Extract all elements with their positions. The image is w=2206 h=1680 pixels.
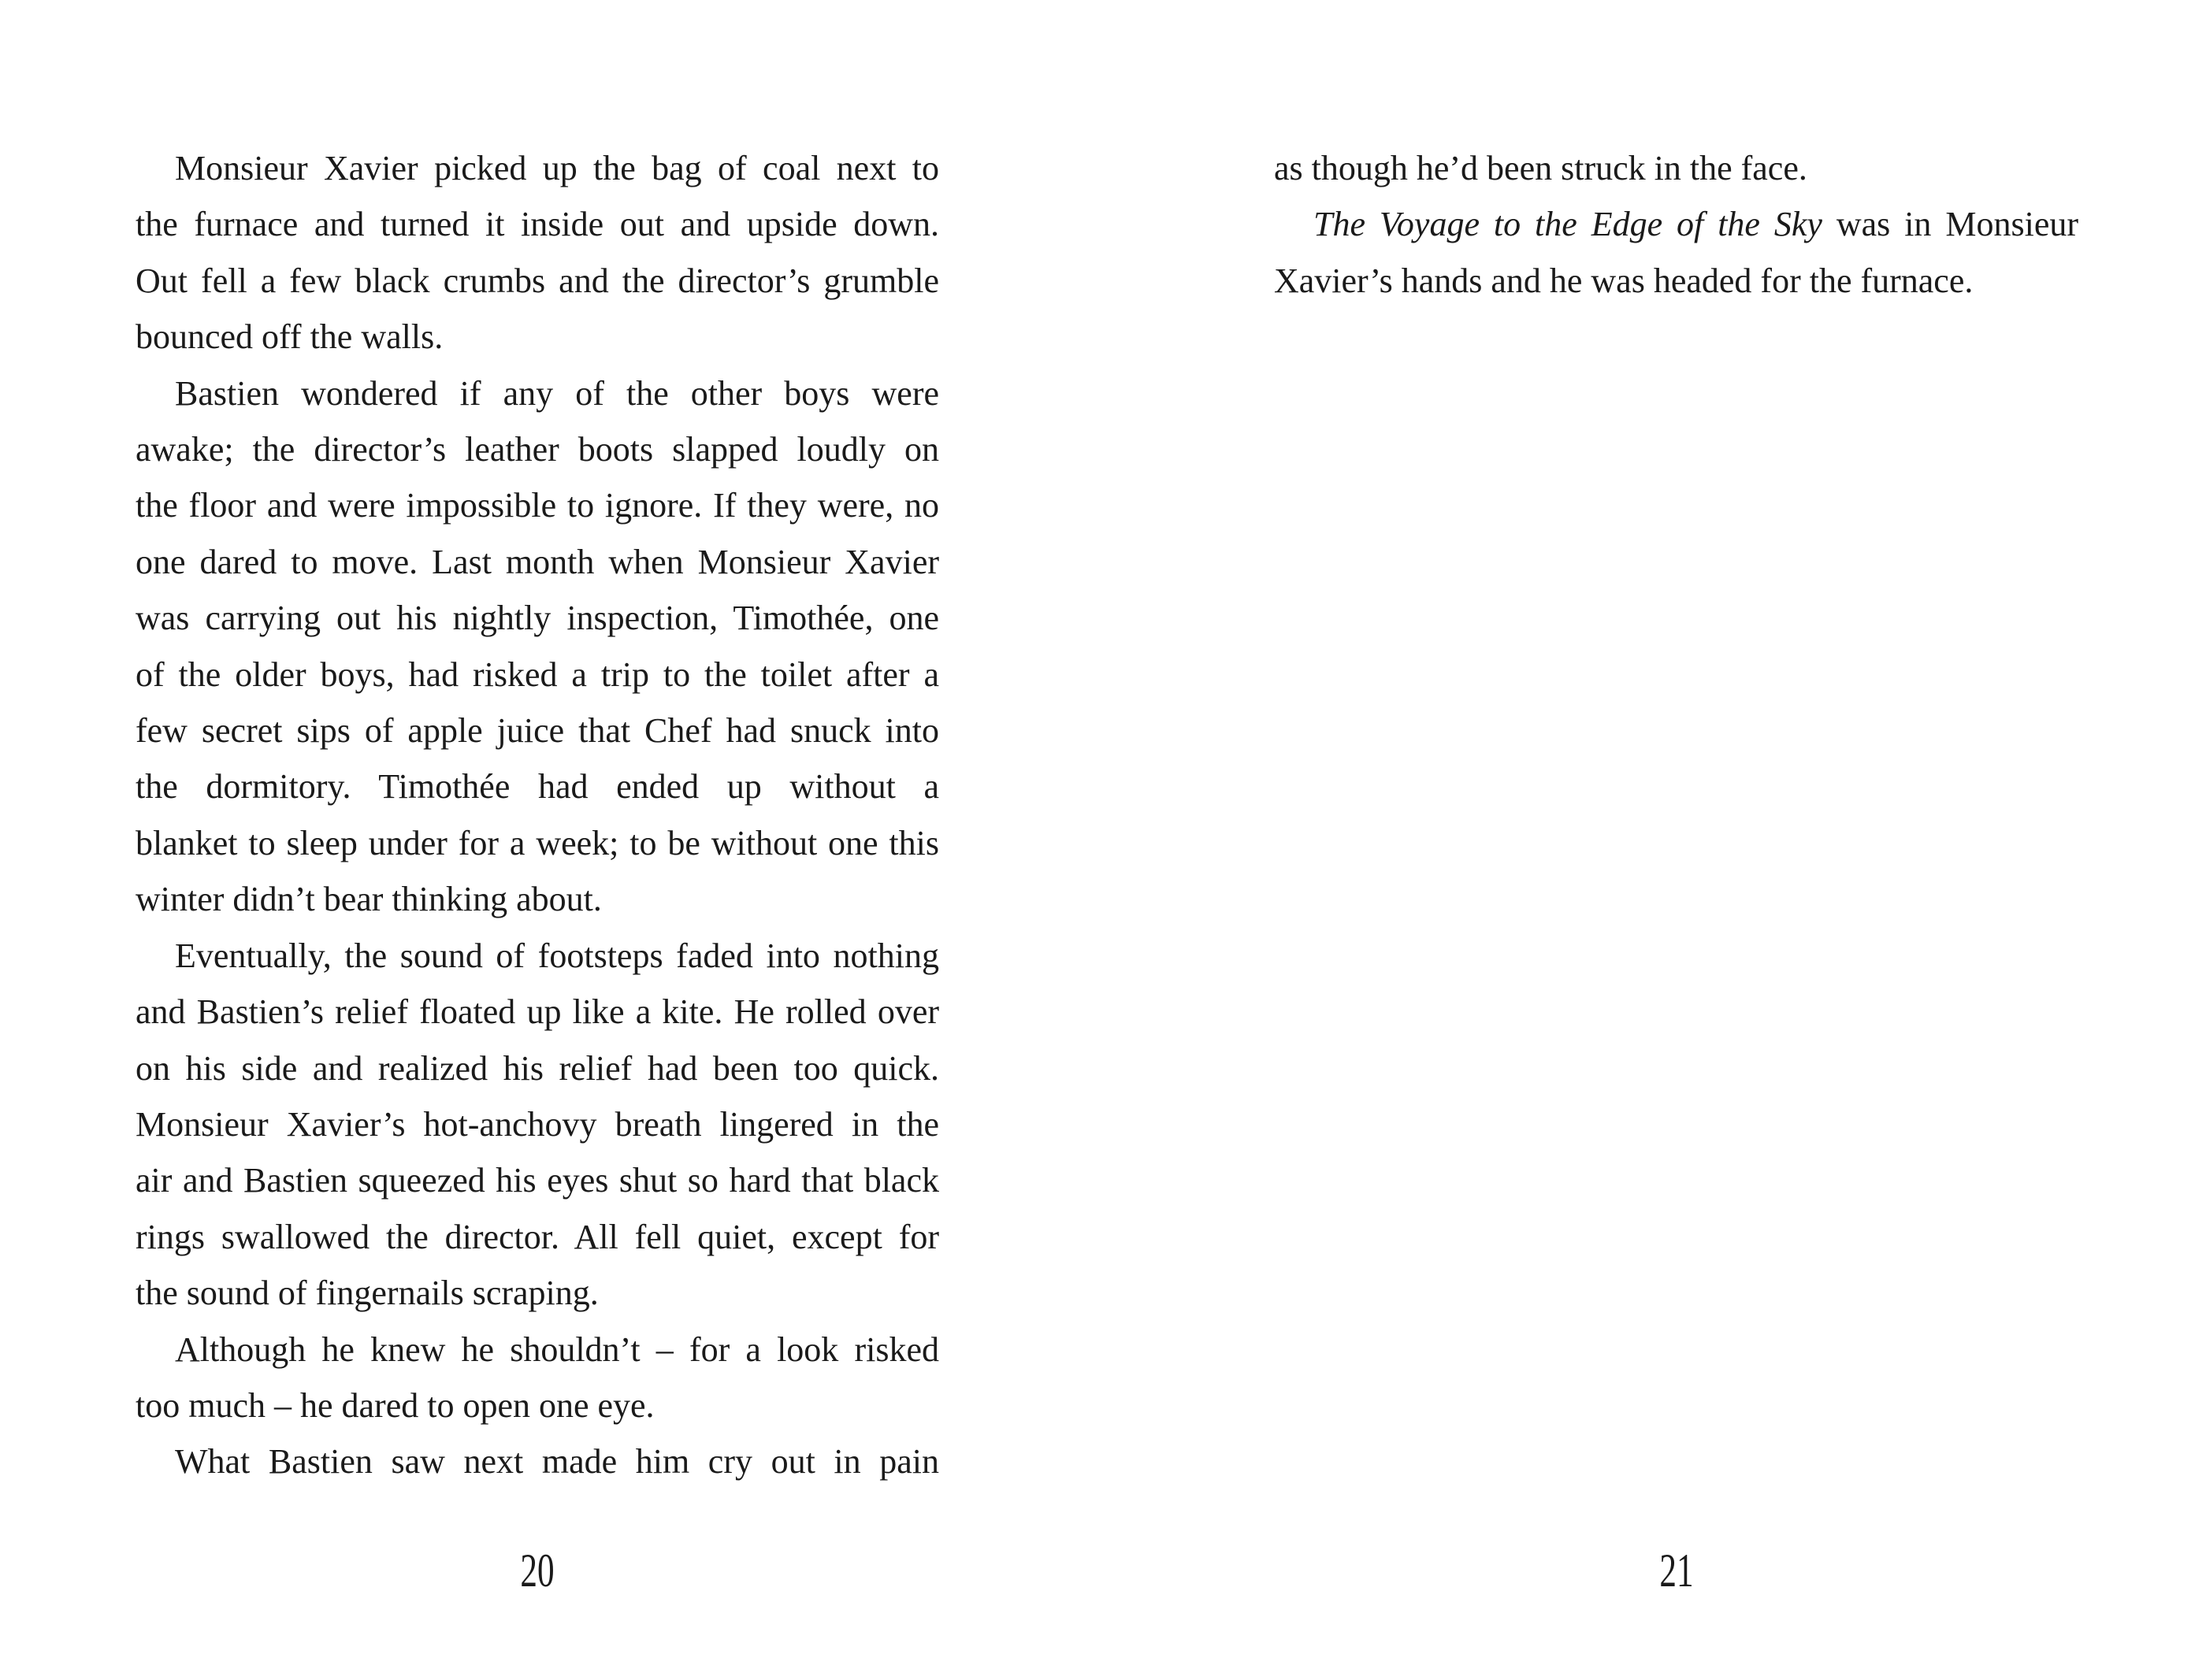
text-line: Monsieur Xavier picked up the bag of coal next to bbox=[175, 149, 939, 187]
text-line: the furnace and turned it inside out and upside down. bbox=[136, 205, 939, 244]
text-line: as though he’d been struck in the face. bbox=[1274, 149, 1807, 187]
paragraph-2 bbox=[136, 365, 939, 928]
text-line: on his side and realized his relief had been too quick. bbox=[136, 1048, 939, 1088]
text-line: Monsieur Xavier’s hot-anchovy breath lingered in the bbox=[136, 1104, 939, 1144]
paragraph-4 bbox=[136, 1322, 939, 1434]
text-line: Eventually, the sound of footsteps faded into nothing bbox=[175, 936, 939, 975]
text-line: of the older boys, had risked a trip to the toilet after a bbox=[136, 655, 939, 694]
paragraph-3 bbox=[136, 928, 939, 1322]
text-line: bounced off the walls. bbox=[136, 317, 444, 357]
text-line: blanket to sleep under for a week; to be without one this bbox=[136, 823, 939, 862]
paragraph-5 bbox=[136, 1433, 939, 1489]
page-right-text-block bbox=[1274, 140, 2078, 309]
text-line: What Bastien saw next made him cry out in pain bbox=[175, 1442, 939, 1482]
page-number-left bbox=[136, 1545, 939, 1597]
text-line: and Bastien’s relief floated up like a kite. He rolled over bbox=[136, 992, 939, 1032]
paragraph-continuation bbox=[1274, 140, 2078, 196]
page-left-text-block bbox=[136, 140, 939, 1490]
text-line: the floor and were impossible to ignore. If they were, no bbox=[136, 486, 939, 525]
page-number-left-value: 20 bbox=[520, 1545, 555, 1597]
title-line-rest: was in Monsieur bbox=[1822, 205, 2079, 244]
page-number-right-value: 21 bbox=[1658, 1545, 1694, 1597]
text-line: the sound of fingernails scraping. bbox=[136, 1274, 599, 1313]
book-title-italic: The Voyage to the Edge of the Sky bbox=[1313, 205, 1822, 244]
text-line: Although he knew he shouldn’t – for a look risked bbox=[175, 1330, 939, 1369]
text-line: air and Bastien squeezed his eyes shut so hard that black bbox=[136, 1161, 939, 1200]
paragraph-1 bbox=[136, 140, 939, 365]
page-number-right bbox=[1274, 1545, 2078, 1597]
text-line bbox=[1274, 196, 2078, 252]
text-line: winter didn’t bear thinking about. bbox=[136, 880, 602, 919]
text-line: Out fell a few black crumbs and the director’s grumble bbox=[136, 261, 939, 300]
text-line: was carrying out his nightly inspection, Timothée, one bbox=[136, 599, 939, 638]
page-right bbox=[1103, 0, 2206, 1680]
text-line: the dormitory. Timothée had ended up without a bbox=[136, 767, 939, 807]
text-line: rings swallowed the director. All fell quiet, except for bbox=[136, 1217, 939, 1256]
text-line: Bastien wondered if any of the other boys were bbox=[175, 373, 939, 413]
text-line: one dared to move. Last month when Monsieur Xavier bbox=[136, 542, 939, 581]
text-line: awake; the director’s leather boots slapped loudly on bbox=[136, 430, 939, 469]
text-line: too much – he dared to open one eye. bbox=[136, 1385, 655, 1425]
paragraph-title bbox=[1274, 196, 2078, 309]
text-line: Xavier’s hands and he was headed for the furnace. bbox=[1274, 261, 1974, 300]
text-line: few secret sips of apple juice that Chef had snuck into bbox=[136, 711, 939, 751]
